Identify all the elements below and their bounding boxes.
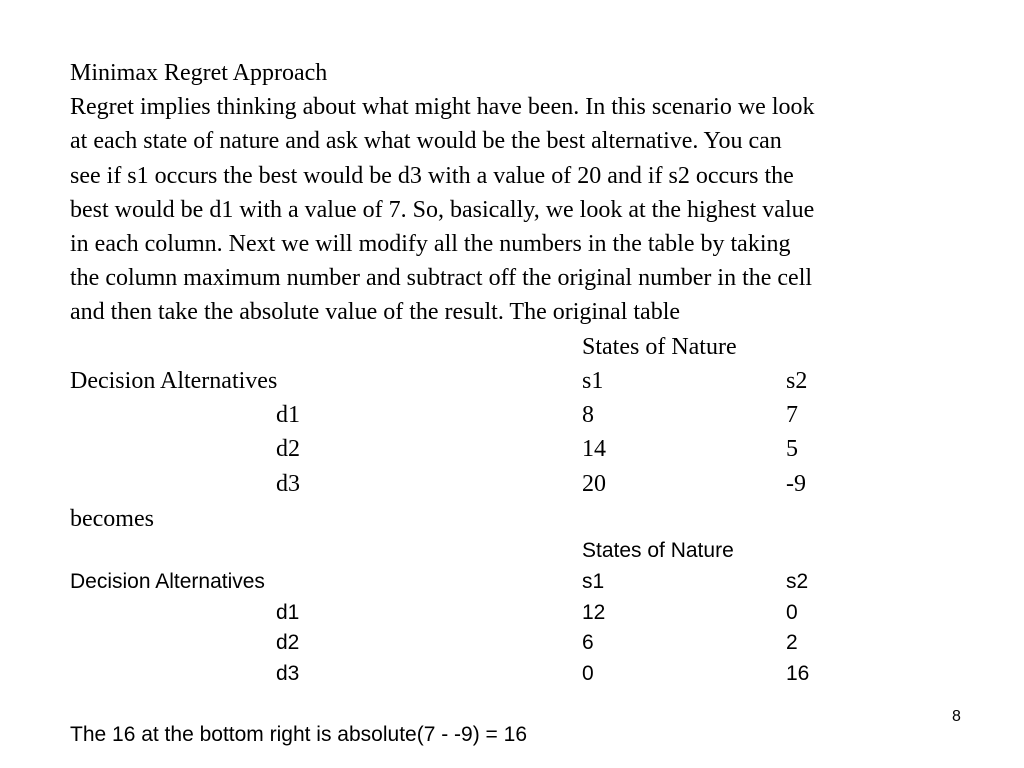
cell-d1-s2: 0: [786, 601, 798, 624]
paragraph-line: in each column. Next we will modify all the numbers in the table by taking: [70, 231, 791, 257]
column-header-s1: s1: [582, 570, 605, 593]
paragraph-line: and then take the absolute value of the result. The original table: [70, 299, 681, 325]
column-header-s2: s2: [786, 368, 808, 394]
cell-d2-s1: 6: [582, 631, 594, 654]
cell-d3-s1: 0: [582, 662, 594, 685]
row-label-d3: d3: [276, 471, 300, 497]
footnote: The 16 at the bottom right is absolute(7 - -9) = 16: [70, 723, 527, 746]
slide-title: Minimax Regret Approach: [70, 60, 328, 86]
row-label-d3: d3: [276, 662, 300, 685]
cell-d2-s1: 14: [582, 436, 606, 462]
slide-number: 8: [952, 708, 961, 725]
cell-d1-s1: 12: [582, 601, 606, 624]
paragraph-line: best would be d1 with a value of 7. So, basically, we look at the highest value: [70, 197, 815, 223]
cell-d1-s2: 7: [786, 402, 798, 428]
row-label-d1: d1: [276, 402, 300, 428]
cell-d2-s2: 5: [786, 436, 798, 462]
paragraph-line: at each state of nature and ask what would be the best alternative. You can: [70, 128, 782, 154]
cell-d1-s1: 8: [582, 402, 594, 428]
column-header-s1: s1: [582, 368, 604, 394]
decision-alternatives-header: Decision Alternatives: [70, 570, 265, 593]
cell-d2-s2: 2: [786, 631, 798, 654]
column-header-s2: s2: [786, 570, 809, 593]
cell-d3-s1: 20: [582, 471, 606, 497]
cell-d3-s2: -9: [786, 471, 806, 497]
states-of-nature-header: States of Nature: [582, 334, 737, 360]
cell-d3-s2: 16: [786, 662, 810, 685]
row-label-d2: d2: [276, 631, 300, 654]
row-label-d2: d2: [276, 436, 300, 462]
states-of-nature-header: States of Nature: [582, 539, 734, 562]
decision-alternatives-header: Decision Alternatives: [70, 368, 278, 394]
paragraph-line: Regret implies thinking about what might have been. In this scenario we look: [70, 94, 815, 120]
paragraph-line: the column maximum number and subtract off the original number in the cell: [70, 265, 813, 291]
becomes-label: becomes: [70, 506, 154, 532]
paragraph-line: see if s1 occurs the best would be d3 with a value of 20 and if s2 occurs the: [70, 163, 794, 189]
row-label-d1: d1: [276, 601, 300, 624]
